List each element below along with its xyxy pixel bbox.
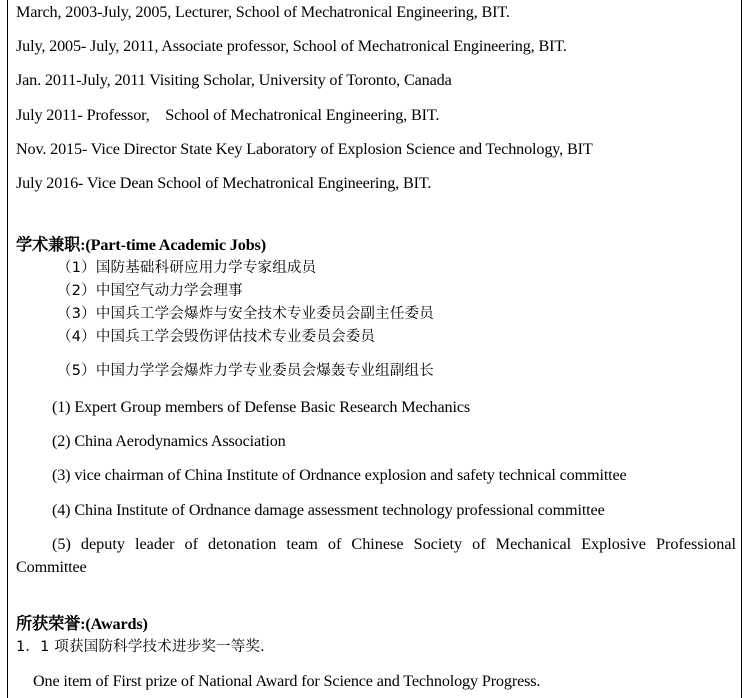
academic-job-cn-1: （1）国防基础科研应用力学专家组成员 (57, 260, 317, 276)
academic-job-en-5-continued: Committee (16, 558, 87, 576)
academic-job-cn-2: （2）中国空气动力学会理事 (57, 283, 243, 299)
academic-job-cn-3: （3）中国兵工学会爆炸与安全技术专业委员会副主任委员 (57, 306, 434, 322)
academic-job-cn-4: （4）中国兵工学会毁伤评估技术专业委员会委员 (57, 329, 376, 345)
awards-heading: 所获荣誉:(Awards) (16, 615, 148, 633)
academic-job-en-5: (5) deputy leader of detonation team of Chinese Society of Mechanical Explosive Professional (52, 535, 736, 553)
academic-job-en-1: (1) Expert Group members of Defense Basic Research Mechanics (52, 398, 471, 416)
career-line-4: July 2011- Professor, School of Mechatronical Engineering, BIT. (16, 106, 440, 124)
award-en-1: One item of First prize of National Award for Science and Technology Progress. (33, 672, 541, 690)
career-line-3: Jan. 2011-July, 2011 Visiting Scholar, University of Toronto, Canada (16, 71, 452, 89)
career-line-6: July 2016- Vice Dean School of Mechatronical Engineering, BIT. (16, 174, 432, 192)
career-line-5: Nov. 2015- Vice Director State Key Laboratory of Explosion Science and Technology, BIT (16, 140, 593, 158)
career-line-2: July, 2005- July, 2011, Associate professor, School of Mechatronical Engineering, BIT. (16, 37, 567, 55)
academic-jobs-heading: 学术兼职:(Part-time Academic Jobs) (16, 236, 266, 254)
career-line-1: March, 2003-July, 2005, Lecturer, School of Mechatronical Engineering, BIT. (16, 3, 510, 21)
academic-job-en-4: (4) China Institute of Ordnance damage assessment technology professional committee (52, 501, 605, 519)
award-cn-1: 1．1 项获国防科学技术进步奖一等奖. (16, 639, 265, 655)
academic-job-en-2: (2) China Aerodynamics Association (52, 432, 286, 450)
academic-job-cn-5: （5）中国力学学会爆炸力学专业委员会爆轰专业组副组长 (57, 363, 434, 379)
academic-job-en-3: (3) vice chairman of China Institute of Ordnance explosion and safety technical committee (52, 466, 627, 484)
